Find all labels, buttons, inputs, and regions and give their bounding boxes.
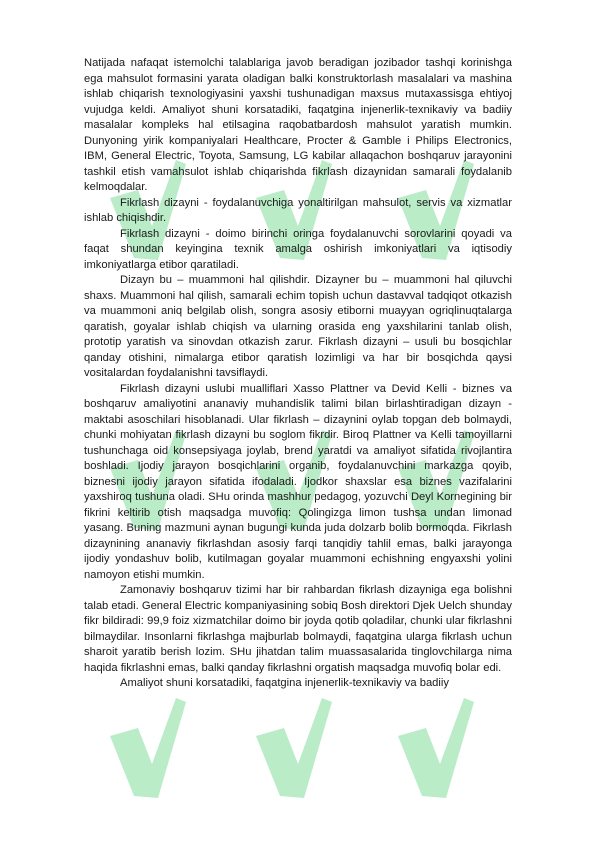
check-mark-watermark-icon — [250, 688, 334, 808]
paragraph: Fikrlash dizayni - doimo birinchi oringa foydalanuvchi sorovlarini qoyadi va faqat shundan keyingina texnik amalga oshirish imkoniyatlari va iqtisodiy imkoniyatlarga etibor qaratiladi. — [84, 227, 512, 271]
check-mark-watermark-icon — [104, 688, 188, 808]
check-mark-watermark-icon — [392, 688, 476, 808]
watermark-shape — [256, 698, 332, 798]
paragraph: Fikrlash dizayni uslubi mualliflari Xasso Plattner va Devid Kelli - biznes va boshqaruv amaliyotini ananaviy muhandislik talimi bilan birlashtiradigan dizayn - maktabi asoschilari hisoblanadi. Ular fikrlash – dizaynini oylab topgan deb bolmaydi, chunki mohiyatan fikrlash dizayni bu soglom fikrdir. Biroq Plattner va Kelli tamoyillarni tushunchaga oid konsepsiyaga joylab, brend yaratdi va amaliyot sifatida rivojlantira boshladi. Ijodiy jarayon bosqichlarini organib, foydalanuvchini markazga qoyib, biznesni ijodiy jarayon sifatida ifodaladi. Ijodkor shaxslar esa biznes vazifalarini yaxshiroq tushuna oladi. SHu orinda mashhur pedagog, yozuvchi Deyl Kornegining bir fikrini keltirib otish maqsadga muvofiq: Qolingizga limon tushsa undan limonad yasang. Buning mazmuni aynan bugungi kunda juda dolzarb bolib bormoqda. Fikrlash dizaynining ananaviy fikrlashdan asosiy farqi tanqidiy tahlil emas, balki jarayonga ijodiy yondashuv bolib, kutilmagan goyalar muammoni echishning engyaxshi yolini namoyon etishi mumkin. — [84, 382, 512, 581]
paragraph: Dizayn bu – muammoni hal qilishdir. Dizayner bu – muammoni hal qiluvchi shaxs. Muammoni hal qilish, samarali echim topish uchun dastavval tadqiqot otkazish va muammoni aniq belgilab olish, songra asosiy etiborni muayyan ogriqlinuqtalarga qaratish, goyalar ishlab chiqish va ularning orasida eng yaxshilarini tanlab olish, prototip yaratish va sinovdan otkazish zarur. Fikrlash dizayni – usuli bu bosqichlar qanday otishini, nimalarga etibor qaratish lozimligi va har bir bosqichda qaysi vositalardan foydalanishni tavsiflaydi. — [84, 274, 512, 379]
paragraph: Natijada nafaqat istemolchi talablariga javob beradigan jozibador tashqi korinishga ega mahsulot formasini yarata oladigan balki konstruktorlash masalalari va mashina ishlab chiqarish texnologiyasini yaxshi tushunadigan maxsus mutaxassisga ehtiyoj vujudga keldi. Amaliyot shuni korsatadiki, faqatgina injenerlik-texnikaviy va badiiy masalalar kompleks hal etilsagina raqobatbardosh mahsulot yaratish mumkin. Dunyoning yirik kompaniyalari Healthcare, Procter & Gamble i Philips Electronics, IBM, General Electric, Toyota, Samsung, LG kabilar allaqachon boshqaruv jarayonini tashkil etish vamahsulot ishlab chiqarishda fikrlash dizaynidan samarali foydalanib kelmoqdalar. — [84, 57, 512, 193]
watermark-shape — [110, 698, 186, 798]
paragraph: Amaliyot shuni korsatadiki, faqatgina injenerlik-texnikaviy va badiiy — [120, 677, 449, 689]
paragraph: Fikrlash dizayni - foydalanuvchiga yonaltirilgan mahsulot, servis va xizmatlar ishlab chiqishdir. — [84, 196, 512, 224]
paragraph: Zamonaviy boshqaruv tizimi har bir rahbardan fikrlash dizayniga ega bolishni talab etadi. General Electric kompaniyasining sobiq Bosh direktori Djek Uelch shunday fikr bildiradi: 99,9 foiz xizmatchilar doimo bir joyda qotib qoladilar, chunki ular fikrlashni bilmaydilar. Insonlarni fikrlashga majburlab bolmaydi, faqatgina ularga fikrlash uchun sharoit yaratib berish lozim. SHu jihatdan talim muassasalarida tinglovchilarga nima haqida fikrlashni emas, balki qanday fikrlashni orgatish maqsadga muvofiq bolar edi. — [84, 584, 512, 674]
body-text — [84, 56, 512, 692]
watermark-shape — [398, 698, 474, 798]
